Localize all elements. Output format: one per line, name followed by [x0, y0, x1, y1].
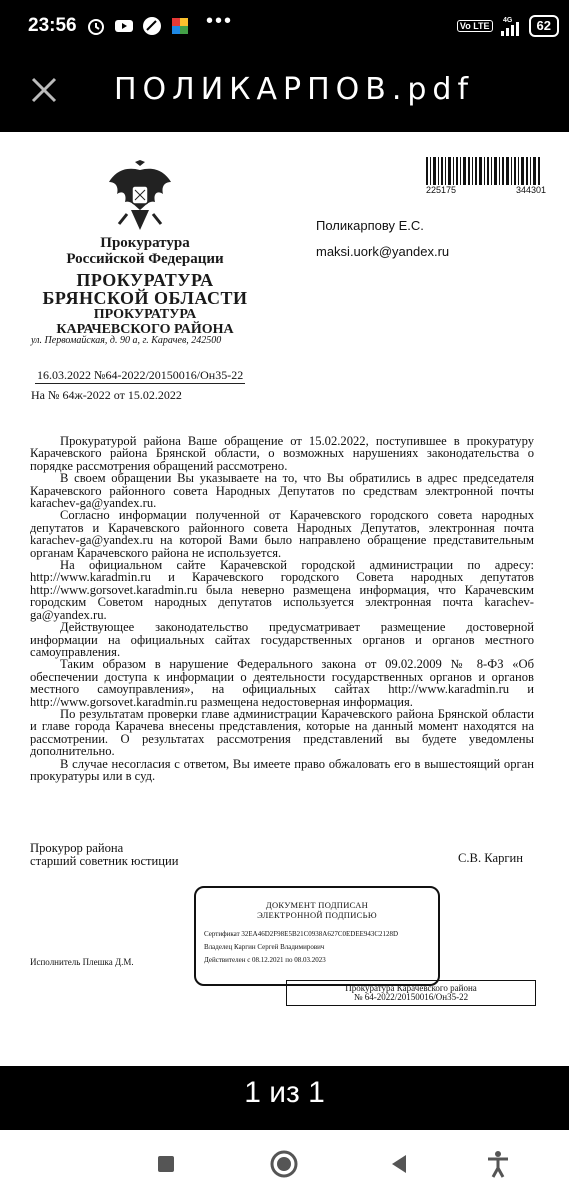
paragraph-3: Согласно информации полученной от Карачевского городского совета народных депутатов и Карачевского районного совета Народных Депутатов, электронная почта karachev-ga@yandex.ru на которой Вами было направлено обращение представительным органам Карачевского района не используется.	[30, 508, 534, 560]
youtube-icon	[114, 16, 134, 36]
back-triangle-icon[interactable]	[384, 1148, 416, 1180]
accessibility-icon[interactable]	[482, 1148, 514, 1180]
recipient-email: maksi.uork@yandex.ru	[316, 244, 450, 259]
signer-name: С.В. Каргин	[458, 851, 524, 865]
pdf-page	[0, 132, 569, 1040]
barcode-number-left: 225175	[426, 185, 457, 195]
battery-indicator: 62	[529, 15, 559, 37]
barcode	[426, 157, 541, 185]
letter-body	[30, 435, 534, 782]
paragraph-6: Таким образом в нарушение Федерального закона от 09.02.2009 № 8-ФЗ «Об обеспечении доступа к информации о деятельности государственных органов и органов местного самоуправления», на официальных сайтах http://www.karadmin.ru и http://www.gorsovet.karadmin.ru размещена недостоверная информация.	[30, 657, 534, 709]
reference-number: На № 64ж-2022 от 15.02.2022	[31, 388, 182, 402]
status-bar	[0, 0, 569, 56]
esign-certificate: Сертификат 32EA46D2F98E5B21C0938A627C0EDEE943C2128D	[204, 930, 399, 938]
org-name-district: ПРОКУРАТУРА КАРАЧЕВСКОГО РАЙОНА	[56, 307, 234, 337]
system-nav-bar	[0, 1130, 569, 1200]
signer-position	[30, 842, 179, 868]
status-time: 23:56	[28, 15, 77, 36]
document-title: ПОЛИКАРПОВ.pdf	[114, 72, 475, 107]
paragraph-5: Действующее законодательство предусматривает размещение достоверной информации на официальных сайтах государственных органов и органов местного самоуправления.	[30, 620, 534, 659]
coat-of-arms-emblem	[105, 160, 175, 232]
signer-title-1: Прокурор района	[30, 841, 124, 855]
paragraph-8: В случае несогласия с ответом, Вы имеете право обжаловать его в вышестоящий орган прокуратуры или в суд.	[30, 756, 534, 783]
recents-square-icon[interactable]	[150, 1148, 182, 1180]
stamp-line-2: № 64-2022/20150016/Он35-22	[353, 992, 469, 1002]
org-name-federal: Прокуратура Российской Федерации	[66, 235, 224, 267]
volte-badge: Vo LTE	[457, 20, 493, 32]
paragraph-2: В своем обращении Вы указываете на то, что Вы обратились в адрес председателя Карачевского районного совета Народных Депутатов по средствам электронной почты karachev-ga@yandex.ru.	[30, 471, 534, 511]
network-type-label: 4G	[502, 17, 512, 24]
executor: Исполнитель Плешка Д.М.	[30, 957, 134, 967]
barcode-number	[426, 185, 546, 195]
app-icon	[142, 16, 162, 36]
app-colorful-icon	[170, 16, 190, 36]
esign-header-2: ЭЛЕКТРОННОЙ ПОДПИСЬЮ	[257, 910, 377, 920]
recipient-name: Поликарпову Е.С.	[316, 218, 424, 233]
org-address: ул. Первомайская, д. 90 а, г. Карачев, 242500	[31, 335, 222, 346]
page-counter: 1 из 1	[244, 1076, 325, 1109]
viewer-toolbar	[0, 56, 569, 132]
esign-validity: Действителен с 08.12.2021 по 08.03.2023	[204, 956, 326, 964]
org-name-regional: ПРОКУРАТУРА БРЯНСКОЙ ОБЛАСТИ	[42, 270, 248, 308]
registration-stamp	[286, 980, 536, 1006]
paragraph-7: По результатам проверки главе администрации Карачевского района Брянской области и главе города Карачева внесены представления, которые на данный момент находятся на рассмотрении. О результатах рассмотрения представлений вы будете уведомлены дополнительно.	[30, 706, 534, 759]
paragraph-1: Прокуратурой района Ваше обращение от 15.02.2022, поступившее в прокуратуру Карачевского района Брянской области, о возможных нарушениях законодательства о порядке рассмотрения обращений рассмотрено.	[30, 434, 534, 473]
close-icon[interactable]	[28, 74, 60, 106]
registration-number: 16.03.2022 №64-2022/20150016/Он35-22	[37, 368, 244, 382]
more-notifications-icon: •••	[206, 10, 234, 32]
paragraph-4: На официальном сайте Карачевской городской администрации по адресу: http://www.karadmin.ru и Карачевского городского Совета народных депутатов http://www.gorsovet.karadmin.ru была неверно размещена информация, что Карачевским городским Советом народных депутатов используется электронная почта karachev-ga@yandex.ru.	[30, 558, 534, 622]
barcode-number-right: 344301	[515, 185, 546, 195]
electronic-signature-stamp	[194, 886, 440, 986]
signal-icon	[499, 15, 523, 37]
signer-title-2: старший советник юстиции	[30, 854, 179, 868]
esign-owner: Владелец Каргин Сергей Владимирович	[204, 943, 325, 951]
stamp-line-1: Прокуратура Карачевского района	[345, 983, 477, 993]
home-circle-icon[interactable]	[268, 1148, 300, 1180]
page-indicator-bar	[0, 1066, 569, 1130]
esign-header-1: ДОКУМЕНТ ПОДПИСАН	[265, 900, 369, 910]
alarm-icon	[86, 16, 106, 36]
